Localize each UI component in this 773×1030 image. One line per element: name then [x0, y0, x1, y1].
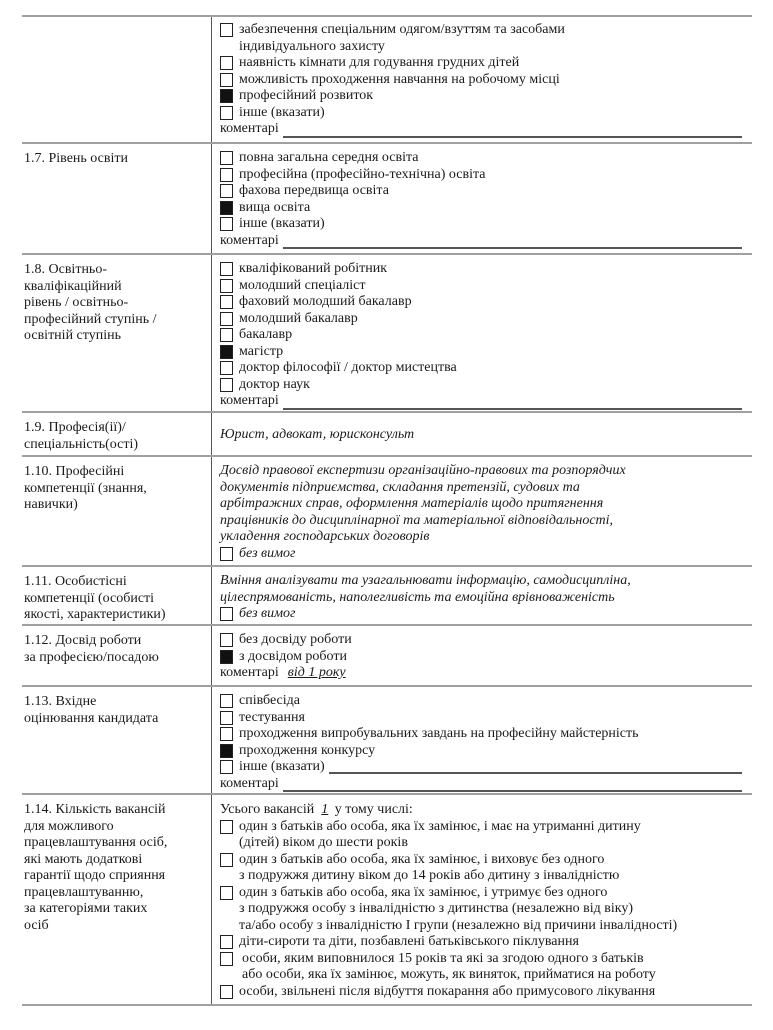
option-competition[interactable]: [220, 743, 744, 760]
comment-field[interactable]: [220, 233, 744, 250]
option-protective-clothing[interactable]: [220, 22, 744, 55]
label-line: освітній ступінь: [24, 328, 121, 343]
checkbox[interactable]: [220, 201, 233, 215]
label-line: 1.13. Вхідне: [24, 694, 97, 709]
competency-text-line: цілеспрямованість, наполегливість та емоційна врівноваженість: [220, 589, 615, 605]
label-line: 1.10. Професійні: [24, 464, 125, 479]
checkbox[interactable]: [220, 23, 233, 37]
comment-label: коментарі: [220, 393, 279, 408]
option-label: без вимог: [239, 545, 296, 561]
row-profession: [22, 413, 752, 457]
option-label: один з батьків або особа, яка їх замінює, і виховує без одного: [239, 851, 605, 867]
option-single-parent-child-under-14[interactable]: [220, 852, 744, 885]
checkbox[interactable]: [220, 744, 233, 758]
row-content: [212, 144, 752, 253]
option-label: один з батьків або особа, яка їх замінює, і утримує без одного: [239, 884, 608, 900]
label-line: 1.12. Досвід роботи: [24, 633, 142, 648]
checkbox[interactable]: [220, 345, 233, 359]
label-line: за категоріями таких: [24, 901, 148, 916]
option-minors-15[interactable]: [220, 951, 744, 984]
option-label: доктор філософії / доктор мистецтва: [239, 360, 457, 375]
comment-field[interactable]: [220, 665, 744, 682]
checkbox[interactable]: [220, 711, 233, 725]
option-no-requirements[interactable]: [220, 546, 744, 563]
option-label: діти-сироти та діти, позбавлені батьківського піклування: [239, 934, 579, 949]
option-with-experience[interactable]: [220, 649, 744, 666]
option-label: фаховий молодший бакалавр: [239, 294, 412, 309]
checkbox[interactable]: [220, 727, 233, 741]
row-candidate-assessment: [22, 687, 752, 795]
row-professional-competencies: [22, 457, 752, 567]
option-label: кваліфікований робітник: [239, 261, 388, 276]
option-single-parent-disabled-dependent[interactable]: [220, 885, 744, 935]
competency-text-line: арбітражних справ, оформлення матеріалів щодо притягнення: [220, 496, 604, 511]
option-label-continued: та/або особу з інвалідністю I групи (незалежно від причини інвалідності): [239, 917, 678, 933]
row-label: [22, 567, 212, 624]
row-label: [22, 795, 212, 1004]
row-content: [212, 687, 752, 793]
option-pre-higher[interactable]: [220, 183, 744, 200]
checkbox[interactable]: [220, 952, 233, 966]
option-label: співбесіда: [239, 693, 300, 708]
competency-text-line: працівників до дисциплінарної та матеріальної відповідальності,: [220, 512, 614, 528]
option-label: фахова передвища освіта: [239, 183, 389, 198]
label-line: 1.9. Професія(ії)/: [24, 420, 126, 435]
checkbox[interactable]: [220, 295, 233, 309]
label-line: гарантії щодо сприяння: [24, 868, 166, 883]
row-label: 1.7. Рівень освіти: [22, 144, 212, 253]
option-other[interactable]: [220, 216, 744, 233]
row-personal-competencies: [22, 567, 752, 626]
option-vocational[interactable]: [220, 167, 744, 184]
profession-value: Юрист, адвокат, юрисконсульт: [220, 427, 415, 442]
option-junior-specialist[interactable]: [220, 278, 744, 295]
label-line: рівень / освітньо-: [24, 295, 129, 310]
comment-field[interactable]: [220, 393, 744, 410]
checkbox[interactable]: [220, 328, 233, 342]
label-line: осіб: [24, 917, 49, 933]
checkbox[interactable]: [220, 547, 233, 561]
row-label: [22, 687, 212, 793]
label-line: працевлаштуванню,: [24, 884, 144, 900]
checkbox[interactable]: [220, 217, 233, 231]
competency-text-line: укладення господарських договорів: [220, 529, 430, 544]
checkbox[interactable]: [220, 378, 233, 392]
vacancy-form-table: [22, 15, 752, 1006]
checkbox[interactable]: [220, 985, 233, 999]
option-testing[interactable]: [220, 710, 744, 727]
label-line: оцінювання кандидата: [24, 710, 159, 726]
comment-label: коментарі: [220, 665, 279, 680]
comment-label: коментарі: [220, 121, 279, 136]
option-label: проходження конкурсу: [239, 742, 376, 758]
row-education-level: [22, 144, 752, 255]
option-label: інше (вказати): [239, 759, 325, 774]
option-label: наявність кімнати для годування грудних дітей: [239, 55, 520, 70]
label-line: компетенції (особисті: [24, 590, 155, 606]
label-line: спеціальність(ості): [24, 436, 139, 452]
row-label: [22, 413, 212, 455]
option-label-continued: або особи, яка їх замінює, можуть, як виняток, прийматися на роботу: [242, 967, 656, 982]
row-vacancy-count: [22, 795, 752, 1006]
comment-line[interactable]: [283, 395, 742, 410]
label-line: компетенції (знання,: [24, 480, 147, 496]
vacancy-total-value[interactable]: 1: [321, 802, 329, 817]
option-parent-child-under-six[interactable]: [220, 819, 744, 852]
label-line: навички): [24, 497, 78, 512]
option-label: інше (вказати): [239, 216, 325, 231]
option-label: вища освіта: [239, 199, 311, 215]
option-professional-development[interactable]: [220, 88, 744, 105]
option-label: професійна (професійно-технічна) освіта: [239, 166, 486, 182]
option-label: проходження випробувальних завдань на професійну майстерність: [239, 726, 639, 741]
option-label: повна загальна середня освіта: [239, 150, 419, 165]
comment-line[interactable]: [283, 777, 742, 792]
comment-field[interactable]: [220, 121, 744, 138]
option-probation-tasks[interactable]: [220, 726, 744, 743]
row-label: [22, 17, 212, 142]
option-label: без досвіду роботи: [239, 632, 352, 647]
label-line: за професією/посадою: [24, 649, 159, 665]
label-line: 1.8. Освітньо-: [24, 262, 107, 277]
row-content: [212, 17, 752, 142]
checkbox[interactable]: [220, 151, 233, 165]
row-content: [212, 255, 752, 411]
option-label: з досвідом роботи: [239, 648, 347, 664]
label-line: 1.11. Особистісні: [24, 574, 127, 589]
option-qualified-worker[interactable]: [220, 261, 744, 278]
option-label: тестування: [239, 709, 305, 725]
other-specify-line[interactable]: [329, 759, 742, 774]
vacancy-total: [220, 802, 744, 819]
option-label-continued: з подружжя дитину віком до 14 років або дитину з інвалідністю: [239, 868, 620, 883]
row-content: [212, 457, 752, 565]
option-nursing-room[interactable]: [220, 55, 744, 72]
option-released-after-sentence[interactable]: [220, 984, 744, 1001]
row-content: [212, 567, 752, 624]
label-line: працевлаштування осіб,: [24, 835, 168, 850]
comment-line[interactable]: [283, 123, 742, 138]
option-orphans[interactable]: [220, 934, 744, 951]
option-label: магістр: [239, 343, 284, 359]
row-working-conditions: [22, 17, 752, 144]
row-work-experience: [22, 626, 752, 687]
checkbox[interactable]: [220, 886, 233, 900]
row-qualification-level: [22, 255, 752, 413]
row-content: [212, 795, 752, 1004]
checkbox[interactable]: [220, 935, 233, 949]
comment-label: коментарі: [220, 775, 279, 791]
option-label: один з батьків або особа, яка їх замінює, і має на утриманні дитину: [239, 818, 641, 834]
checkbox[interactable]: [220, 279, 233, 293]
option-label-continued: з подружжя особу з інвалідністю з дитинства (незалежно від віку): [239, 901, 634, 916]
checkbox[interactable]: [220, 262, 233, 276]
checkbox[interactable]: [220, 73, 233, 87]
option-other[interactable]: [220, 105, 744, 122]
option-label: інше (вказати): [239, 104, 325, 120]
row-label: [22, 626, 212, 685]
option-label: молодший спеціаліст: [239, 277, 366, 293]
option-label: молодший бакалавр: [239, 310, 358, 326]
option-label: особи, звільнені після відбуття покарання або примусового лікування: [239, 983, 656, 999]
comment-value[interactable]: від 1 року: [287, 665, 346, 680]
competency-text-line: документів підприємства, складання претензій, судових та: [220, 479, 580, 495]
option-general-secondary[interactable]: [220, 150, 744, 167]
checkbox[interactable]: [220, 312, 233, 326]
checkbox[interactable]: [220, 607, 233, 621]
label-line: кваліфікаційний: [24, 278, 122, 294]
option-junior-bachelor[interactable]: [220, 311, 744, 328]
comment-line[interactable]: [283, 234, 742, 249]
option-label-continued: (дітей) віком до шести років: [239, 835, 408, 850]
option-no-experience[interactable]: [220, 632, 744, 649]
option-onsite-training[interactable]: [220, 72, 744, 89]
checkbox[interactable]: [220, 168, 233, 182]
row-label: [22, 255, 212, 411]
checkbox[interactable]: [220, 361, 233, 375]
checkbox[interactable]: [220, 694, 233, 708]
option-label: професійний розвиток: [239, 88, 374, 103]
option-label: можливість проходження навчання на робочому місці: [239, 71, 560, 87]
label-line: для можливого: [24, 818, 114, 834]
checkbox[interactable]: [220, 760, 233, 774]
checkbox[interactable]: [220, 820, 233, 834]
option-professional-junior-bachelor[interactable]: [220, 294, 744, 311]
option-label: забезпечення спеціальним одягом/взуттям та засобами: [239, 22, 565, 37]
competency-text-line: Досвід правової експертизи організаційно-правових та розпорядчих: [220, 463, 626, 478]
comment-field[interactable]: [220, 776, 744, 793]
checkbox[interactable]: [220, 853, 233, 867]
checkbox[interactable]: [220, 633, 233, 647]
option-label-continued: індивідуального захисту: [239, 38, 385, 54]
option-no-requirements[interactable]: [220, 606, 744, 623]
checkbox[interactable]: [220, 89, 233, 103]
option-doctor-of-science[interactable]: [220, 377, 744, 394]
competency-text-line: Вміння аналізувати та узагальнювати інформацію, самодисципліна,: [220, 573, 631, 588]
option-label: бакалавр: [239, 327, 293, 342]
row-content: [212, 413, 752, 455]
option-label: особи, яким виповнилося 15 років та які за згодою одного з батьків: [242, 950, 644, 966]
option-bachelor[interactable]: [220, 327, 744, 344]
option-label: без вимог: [239, 606, 296, 621]
row-label: [22, 457, 212, 565]
label-line: професійний ступінь /: [24, 311, 157, 327]
row-content: [212, 626, 752, 685]
label-line: якості, характеристики): [24, 607, 166, 622]
option-other[interactable]: [220, 759, 744, 776]
label-line: які мають додаткові: [24, 851, 143, 867]
option-interview[interactable]: [220, 693, 744, 710]
option-phd[interactable]: [220, 360, 744, 377]
label-line: 1.14. Кількість вакансій: [24, 802, 166, 817]
checkbox[interactable]: [220, 106, 233, 120]
comment-label: коментарі: [220, 232, 279, 248]
option-master[interactable]: [220, 344, 744, 361]
checkbox[interactable]: [220, 184, 233, 198]
checkbox[interactable]: [220, 56, 233, 70]
checkbox[interactable]: [220, 650, 233, 664]
vacancy-total-prefix: Усього вакансій: [220, 802, 315, 817]
option-higher[interactable]: [220, 200, 744, 217]
vacancy-total-suffix: у тому числі:: [334, 802, 413, 817]
option-label: доктор наук: [239, 376, 310, 392]
